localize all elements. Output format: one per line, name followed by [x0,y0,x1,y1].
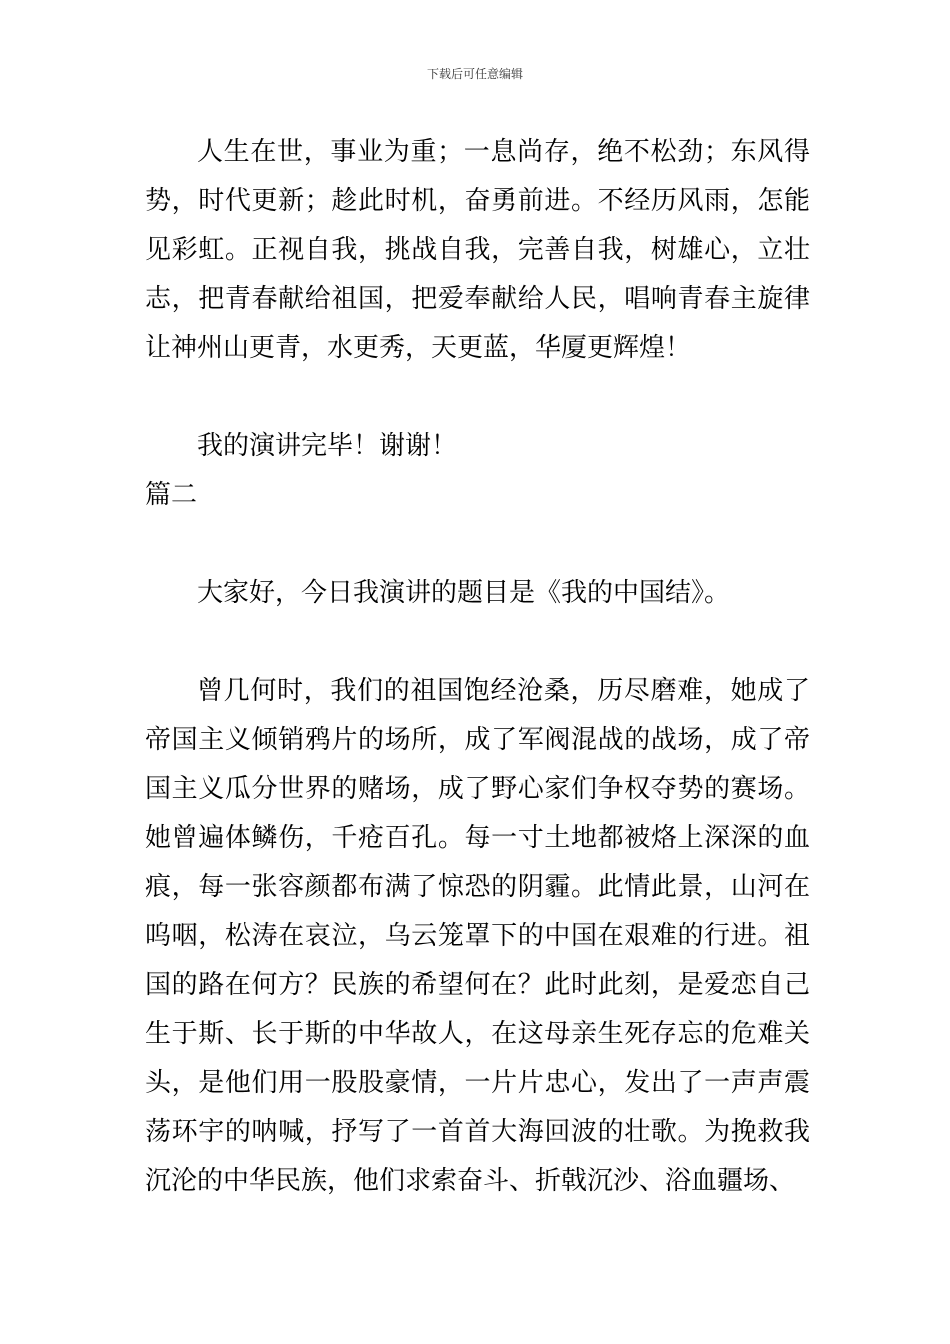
document-body [145,128,810,1206]
paragraph-greeting: 大家好，今日我演讲的题目是《我的中国结》。 [197,578,731,608]
section-heading: 篇二 [145,480,198,510]
paragraph-gap [145,373,810,422]
paragraph-gap [145,520,810,569]
paragraph-closing-remarks: 人生在世，事业为重；一息尚存，绝不松劲；东风得势，时代更新；趁此时机，奋勇前进。不经历风雨，怎能见彩虹。正视自我，挑战自我，完善自我，树雄心，立壮志，把青春献给祖国，把爱奉献给人民，唱响青春主旋律让神州山更青，水更秀，天更蓝，华厦更辉煌！ [145,137,810,363]
header-note: 下载后可任意编辑 [426,67,523,81]
paragraph-gap [145,618,810,667]
paragraph-thanks: 我的演讲完毕！谢谢！ [197,431,458,461]
paragraph-history: 曾几何时，我们的祖国饱经沧桑，历尽磨难，她成了帝国主义倾销鸦片的场所，成了军阀混战的战场，成了帝国主义瓜分世界的赌场，成了野心家们争权夺势的赛场。她曾遍体鳞伤，千疮百孔。每一寸土地都被烙上深深的血痕，每一张容颜都布满了惊恐的阴霾。此情此景，山河在呜咽，松涛在哀泣，乌云笼罩下的中国在艰难的行进。祖国的路在何方？民族的希望何在？此时此刻，是爱恋自己生于斯、长于斯的中华故人，在这母亲生死存忘的危难关头，是他们用一股股豪情，一片片忠心，发出了一声声震荡环宇的呐喊，抒写了一首首大海回波的壮歌。为挽救我沉沦的中华民族，他们求索奋斗、折戟沉沙、浴血疆场、 [145,676,810,1196]
